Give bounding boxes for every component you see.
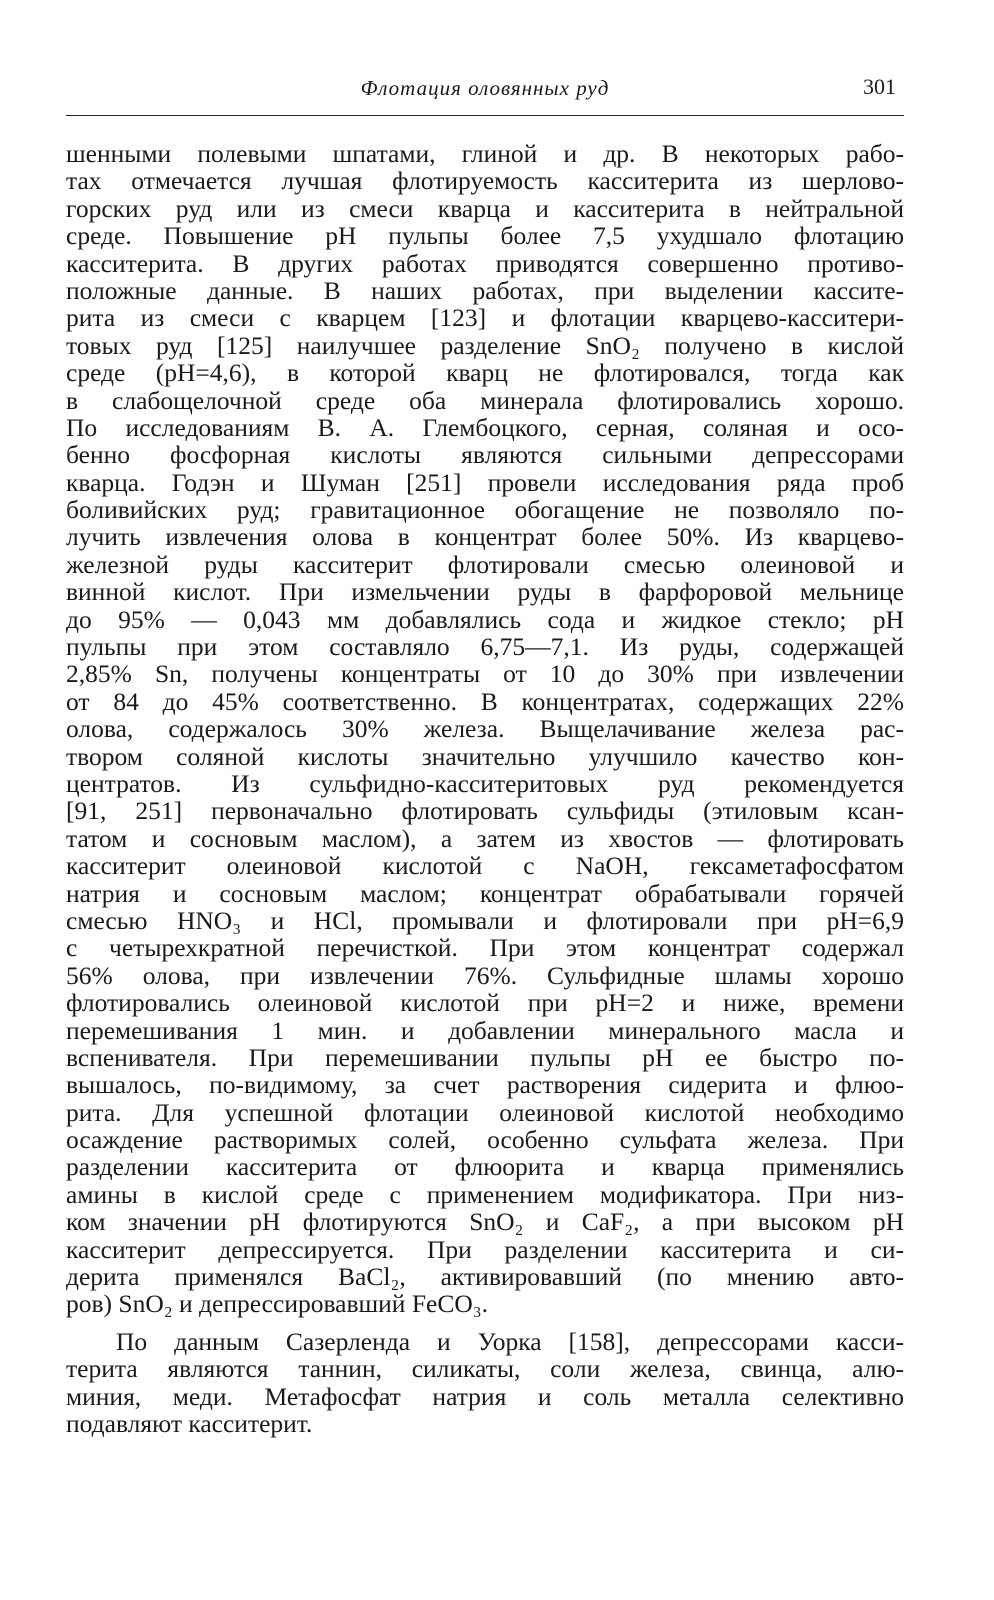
text-line: татом и сосновым маслом), а затем из хвостов — флотировать (66, 823, 904, 853)
text-line: амины в кислой среде с применением модификатора. При низ- (66, 1179, 904, 1209)
text-line: до 95% — 0,043 мм добавлялись сода и жидкое стекло; pH (66, 604, 904, 634)
text-line: тах отмечается лучшая флотируемость касситерита из шерлово- (66, 166, 904, 196)
text-line: осаждение растворимых солей, особенно сульфата железа. При (66, 1125, 904, 1155)
text-line: среде. Повышение pH пульпы более 7,5 ухудшало флотацию (66, 221, 904, 251)
text-line: рита из смеси с кварцем [123] и флотации кварцево-касситери- (66, 303, 904, 333)
page-number: 301 (863, 74, 896, 99)
text-line: натрия и сосновым маслом; концентрат обрабатывали горячей (66, 878, 904, 908)
text-line: 2,85% Sn, получены концентраты от 10 до 30% при извлечении (66, 659, 904, 689)
text-line: с четырехкратной перечисткой. При этом концентрат содержал (66, 933, 904, 963)
text-line: перемешивания 1 мин. и добавлении минерального масла и (66, 1015, 904, 1045)
text-line: миния, меди. Метафосфат натрия и соль металла селективно (66, 1381, 904, 1411)
text-line: По исследованиям В. А. Глембоцкого, серная, соляная и осо- (66, 412, 904, 442)
text-line: вспенивателя. При перемешивании пульпы pH ее быстро по- (66, 1042, 904, 1072)
text-line: рита. Для успешной флотации олеиновой кислотой необходимо (66, 1097, 904, 1127)
text-line: пульпы при этом составляло 6,75—7,1. Из руды, содержащей (66, 632, 904, 662)
text-line: [91, 251] первоначально флотировать сульфиды (этиловым ксан- (66, 796, 904, 826)
text-line: положные данные. В наших работах, при выделении кассите- (66, 275, 904, 305)
header-rule (66, 115, 904, 116)
text-line: разделении касситерита от флюорита и кварца применялись (66, 1152, 904, 1182)
text-line: шенными полевыми шпатами, глиной и др. В некоторых рабо- (66, 139, 904, 168)
text-line: ком значении pH флотируются SnO₂ и CaF₂, а при высоком pH (66, 1207, 904, 1237)
text-line: твором соляной кислоты значительно улучшило качество кон- (66, 741, 904, 771)
text-line: в слабощелочной среде оба минерала флотировались хорошо. (66, 385, 904, 415)
text-line: олова, содержалось 30% железа. Выщелачивание железа рас- (66, 714, 904, 744)
text-line: центратов. Из сульфидно-касситеритовых руд рекомендуется (66, 768, 904, 798)
text-line: товых руд [125] наилучшее разделение SnO₂ получено в кислой (66, 330, 904, 360)
text-line: терита являются таннин, силикаты, соли железа, свинца, алю- (66, 1354, 904, 1384)
text-line: ров) SnO₂ и депрессировавший FeCO₃. (66, 1289, 489, 1319)
text-line: винной кислот. При измельчении руды в фарфоровой мельнице (66, 577, 904, 607)
text-line: бенно фосфорная кислоты являются сильными депрессорами (66, 440, 904, 470)
page-header (66, 72, 904, 108)
text-line: 56% олова, при извлечении 76%. Сульфидные шламы хорошо (66, 960, 904, 990)
text-line: касситерит олеиновой кислотой с NaOH, гексаметафосфатом (66, 851, 904, 881)
body-text (66, 140, 904, 1437)
text-line: флотировались олеиновой кислотой при pH=2 и ниже, времени (66, 988, 904, 1018)
text-line: подавляют касситерит. (66, 1408, 313, 1438)
text-line: смесью HNO₃ и HCl, промывали и флотировали при pH=6,9 (66, 905, 904, 935)
running-title: Флотация оловянных руд (360, 76, 610, 100)
text-line: боливийских руд; гравитационное обогащение не позволяло по- (66, 495, 904, 525)
text-line: вышалось, по-видимому, за счет растворения сидерита и флюо- (66, 1070, 904, 1100)
text-line: дерита применялся BaCl₂, активировавший (по мнению авто- (66, 1262, 904, 1292)
text-line: кварца. Годэн и Шуман [251] провели исследования ряда проб (66, 467, 904, 497)
text-line: касситерита. В других работах приводятся совершенно противо- (66, 248, 904, 278)
paragraph (66, 1328, 904, 1438)
text-line: По данным Сазерленда и Уорка [158], депрессорами касси- (116, 1326, 904, 1356)
text-line: среде (pH=4,6), в которой кварц не флотировался, тогда как (66, 358, 904, 388)
text-line: горских руд или из смеси кварца и касситерита в нейтральной (66, 193, 904, 223)
paragraph (66, 140, 904, 1318)
text-line: от 84 до 45% соответственно. В концентратах, содержащих 22% (66, 686, 904, 716)
text-line: лучить извлечения олова в концентрат более 50%. Из кварцево- (66, 522, 904, 552)
text-line: железной руды касситерит флотировали смесью олеиновой и (66, 549, 904, 579)
text-line: касситерит депрессируется. При разделении касситерита и си- (66, 1234, 904, 1264)
